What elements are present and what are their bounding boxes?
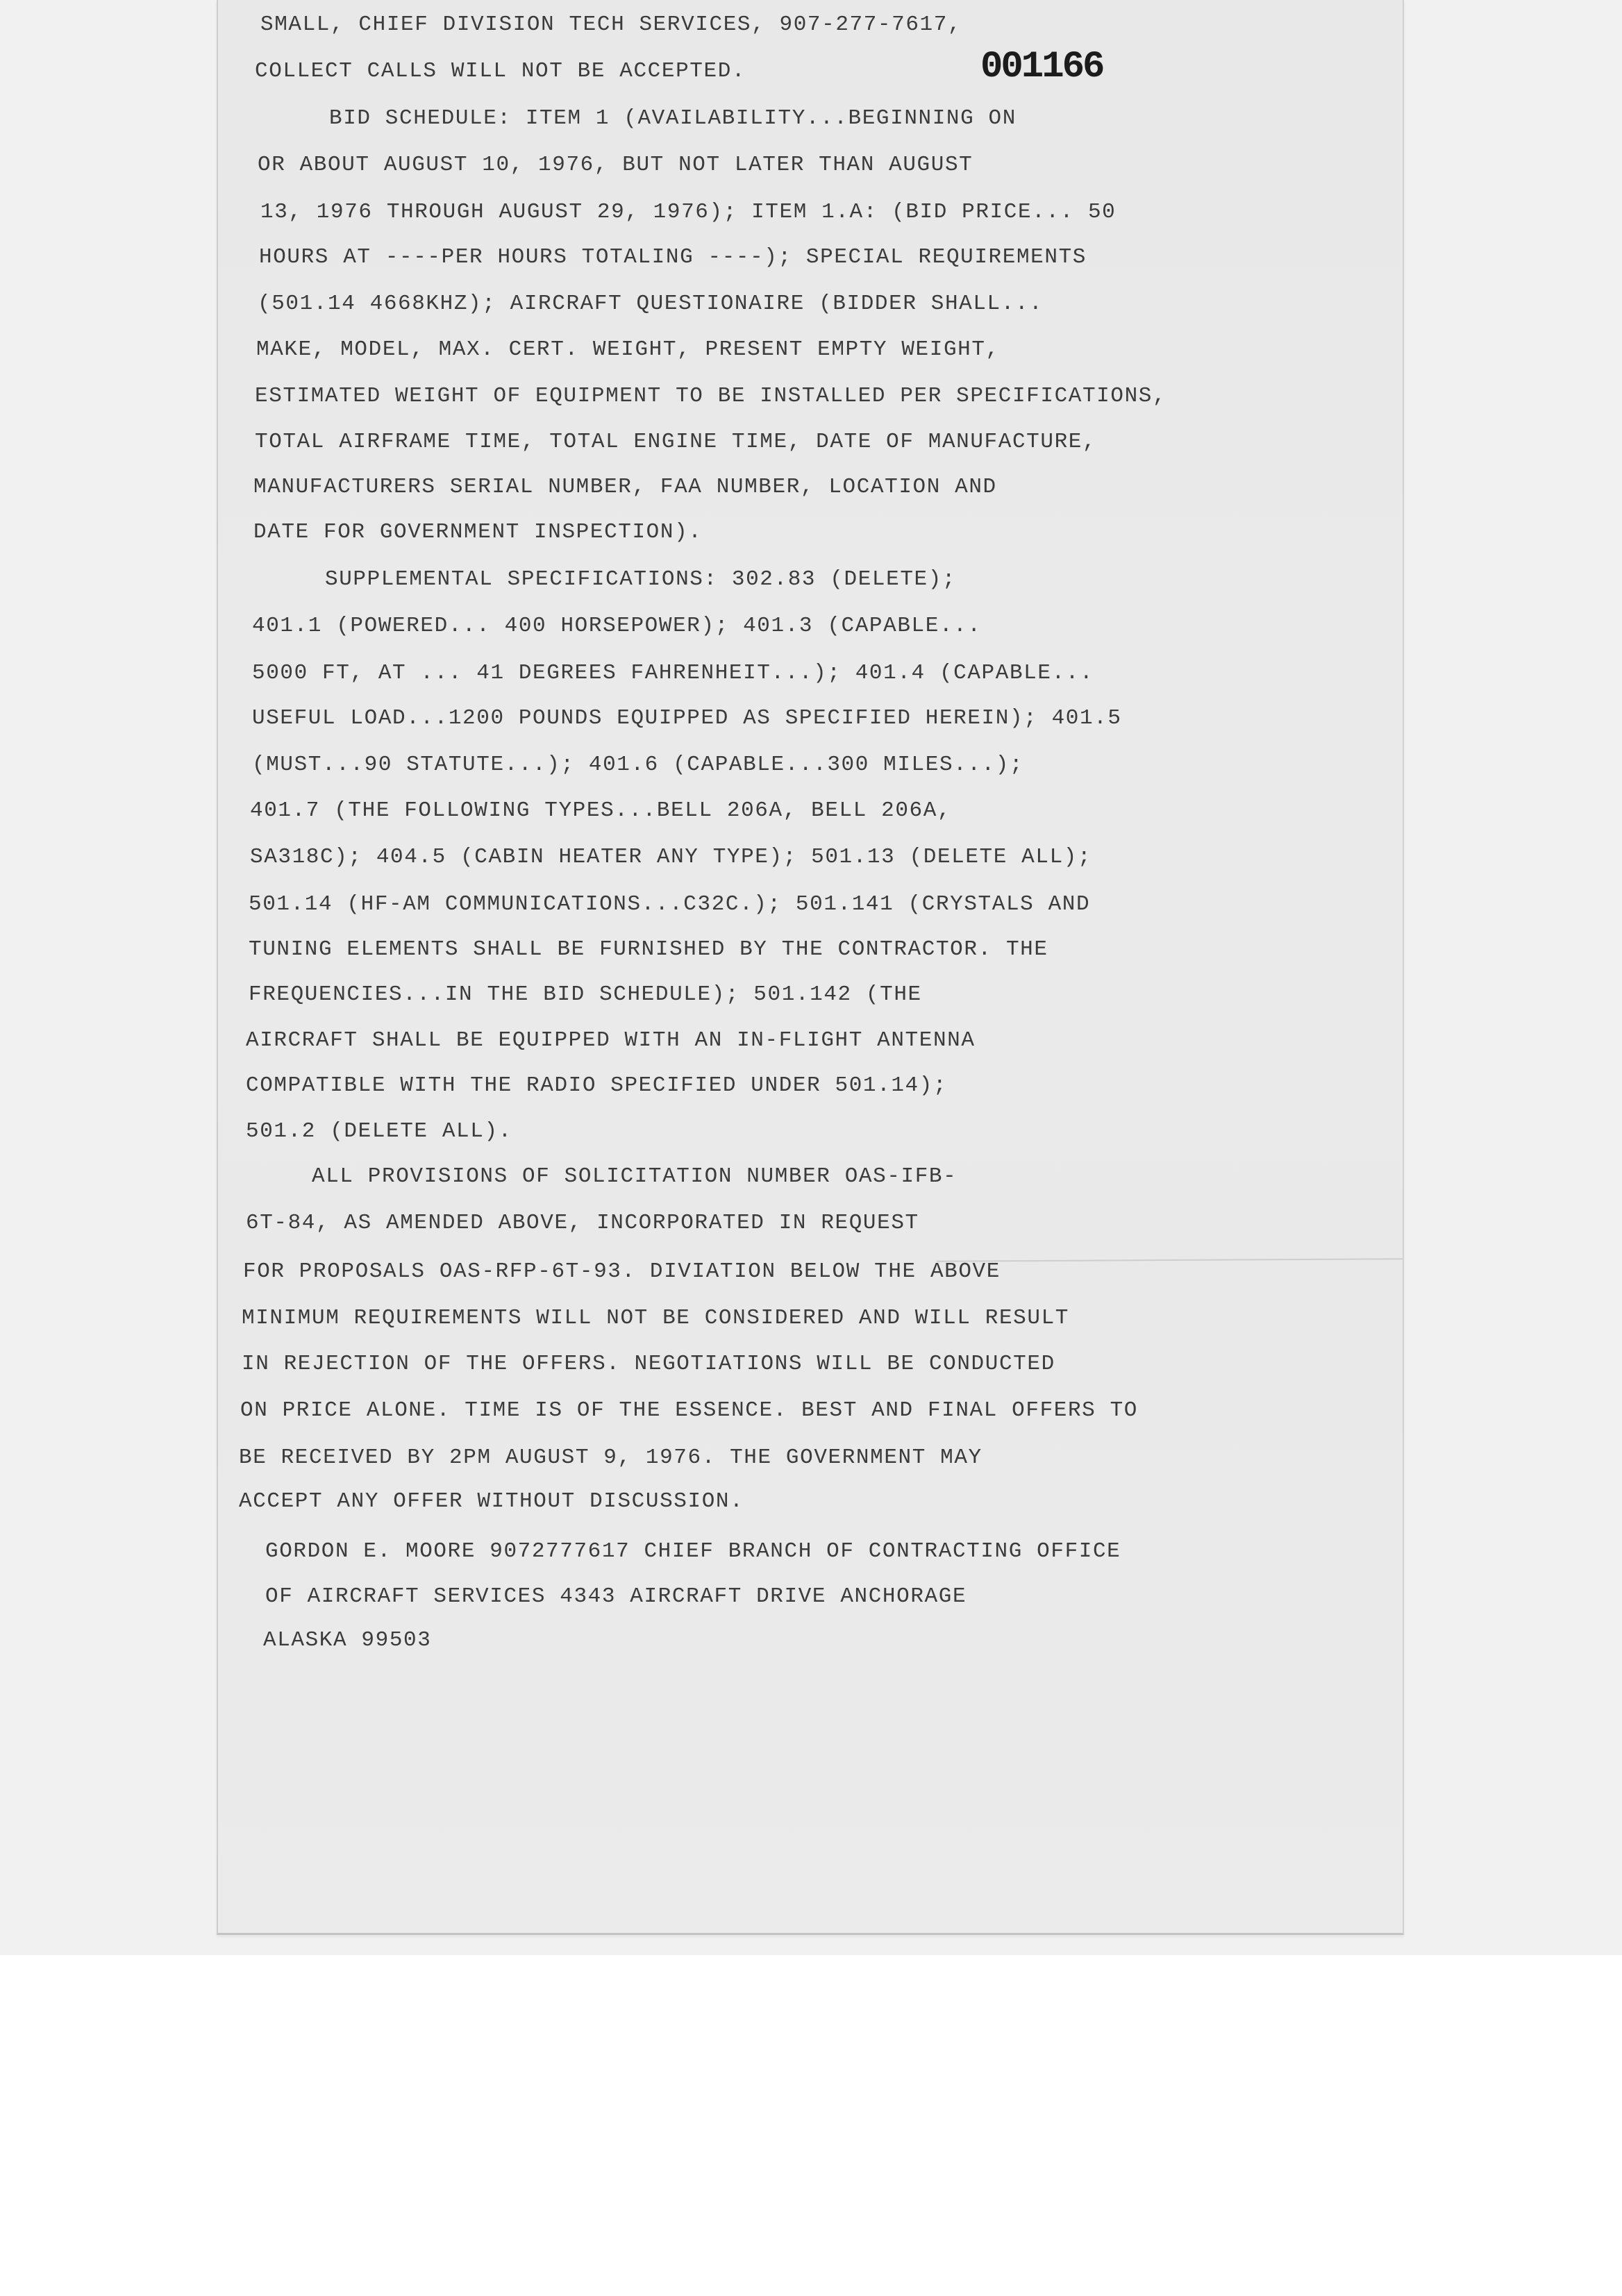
provisions-line: ACCEPT ANY OFFER WITHOUT DISCUSSION.: [239, 1489, 744, 1514]
supplemental-spec-line: AIRCRAFT SHALL BE EQUIPPED WITH AN IN-FLIGHT ANTENNA: [246, 1028, 976, 1053]
provisions-line: MINIMUM REQUIREMENTS WILL NOT BE CONSIDERED AND WILL RESULT: [242, 1306, 1069, 1330]
provisions-line: FOR PROPOSALS OAS-RFP-6T-93. DIVIATION BELOW THE ABOVE: [243, 1259, 1001, 1284]
signature-line: OF AIRCRAFT SERVICES 4343 AIRCRAFT DRIVE ANCHORAGE: [265, 1584, 967, 1609]
bid-schedule-line: HOURS AT ----PER HOURS TOTALING ----); SPECIAL REQUIREMENTS: [259, 245, 1087, 269]
signature-line: GORDON E. MOORE 9072777617 CHIEF BRANCH OF CONTRACTING OFFICE: [265, 1539, 1121, 1564]
provisions-line: IN REJECTION OF THE OFFERS. NEGOTIATIONS WILL BE CONDUCTED: [242, 1352, 1055, 1376]
supplemental-spec-line: USEFUL LOAD...1200 POUNDS EQUIPPED AS SPECIFIED HEREIN); 401.5: [252, 706, 1122, 730]
bid-schedule-line: 13, 1976 THROUGH AUGUST 29, 1976); ITEM 1.A: (BID PRICE... 50: [260, 200, 1117, 224]
bid-schedule-line: MANUFACTURERS SERIAL NUMBER, FAA NUMBER, LOCATION AND: [253, 475, 997, 499]
bid-schedule-line: ESTIMATED WEIGHT OF EQUIPMENT TO BE INSTALLED PER SPECIFICATIONS,: [255, 384, 1167, 408]
provisions-line: ALL PROVISIONS OF SOLICITATION NUMBER OAS-IFB-: [312, 1164, 958, 1189]
provisions-line: 6T-84, AS AMENDED ABOVE, INCORPORATED IN REQUEST: [246, 1211, 919, 1235]
provisions-line: ON PRICE ALONE. TIME IS OF THE ESSENCE. BEST AND FINAL OFFERS TO: [240, 1398, 1138, 1423]
header-line: COLLECT CALLS WILL NOT BE ACCEPTED.: [255, 59, 746, 83]
supplemental-spec-line: COMPATIBLE WITH THE RADIO SPECIFIED UNDER 501.14);: [246, 1073, 948, 1098]
bid-schedule-line: OR ABOUT AUGUST 10, 1976, BUT NOT LATER THAN AUGUST: [258, 153, 973, 177]
header-line: SMALL, CHIEF DIVISION TECH SERVICES, 907-277-7617,: [260, 12, 962, 37]
supplemental-spec-line: 5000 FT, AT ... 41 DEGREES FAHRENHEIT...); 401.4 (CAPABLE...: [252, 661, 1094, 685]
supplemental-spec-line: 401.7 (THE FOLLOWING TYPES...BELL 206A, BELL 206A,: [250, 798, 952, 823]
document-number-stamp: 001166: [980, 46, 1103, 88]
bid-schedule-line: MAKE, MODEL, MAX. CERT. WEIGHT, PRESENT EMPTY WEIGHT,: [256, 337, 1000, 362]
signature-line: ALASKA 99503: [263, 1628, 432, 1652]
supplemental-spec-line: 501.14 (HF-AM COMMUNICATIONS...C32C.); 501.141 (CRYSTALS AND: [249, 892, 1091, 916]
supplemental-spec-line: 401.1 (POWERED... 400 HORSEPOWER); 401.3 (CAPABLE...: [252, 614, 982, 638]
bid-schedule-line: (501.14 4668KHZ); AIRCRAFT QUESTIONAIRE (BIDDER SHALL...: [258, 292, 1044, 316]
bid-schedule-line: DATE FOR GOVERNMENT INSPECTION).: [253, 520, 703, 544]
bid-schedule-line: TOTAL AIRFRAME TIME, TOTAL ENGINE TIME, DATE OF MANUFACTURE,: [255, 430, 1097, 454]
supplemental-spec-line: (MUST...90 STATUTE...); 401.6 (CAPABLE...300 MILES...);: [252, 753, 1024, 777]
supplemental-spec-line: 501.2 (DELETE ALL).: [246, 1119, 512, 1143]
supplemental-spec-line: FREQUENCIES...IN THE BID SCHEDULE); 501.142 (THE: [249, 982, 922, 1007]
provisions-line: BE RECEIVED BY 2PM AUGUST 9, 1976. THE GOVERNMENT MAY: [239, 1446, 983, 1470]
supplemental-spec-line: SA318C); 404.5 (CABIN HEATER ANY TYPE); 501.13 (DELETE ALL);: [250, 845, 1092, 869]
supplemental-spec-line: TUNING ELEMENTS SHALL BE FURNISHED BY THE CONTRACTOR. THE: [249, 937, 1048, 962]
bid-schedule-line: BID SCHEDULE: ITEM 1 (AVAILABILITY...BEGINNING ON: [329, 106, 1017, 131]
supplemental-spec-line: SUPPLEMENTAL SPECIFICATIONS: 302.83 (DELETE);: [325, 567, 957, 592]
